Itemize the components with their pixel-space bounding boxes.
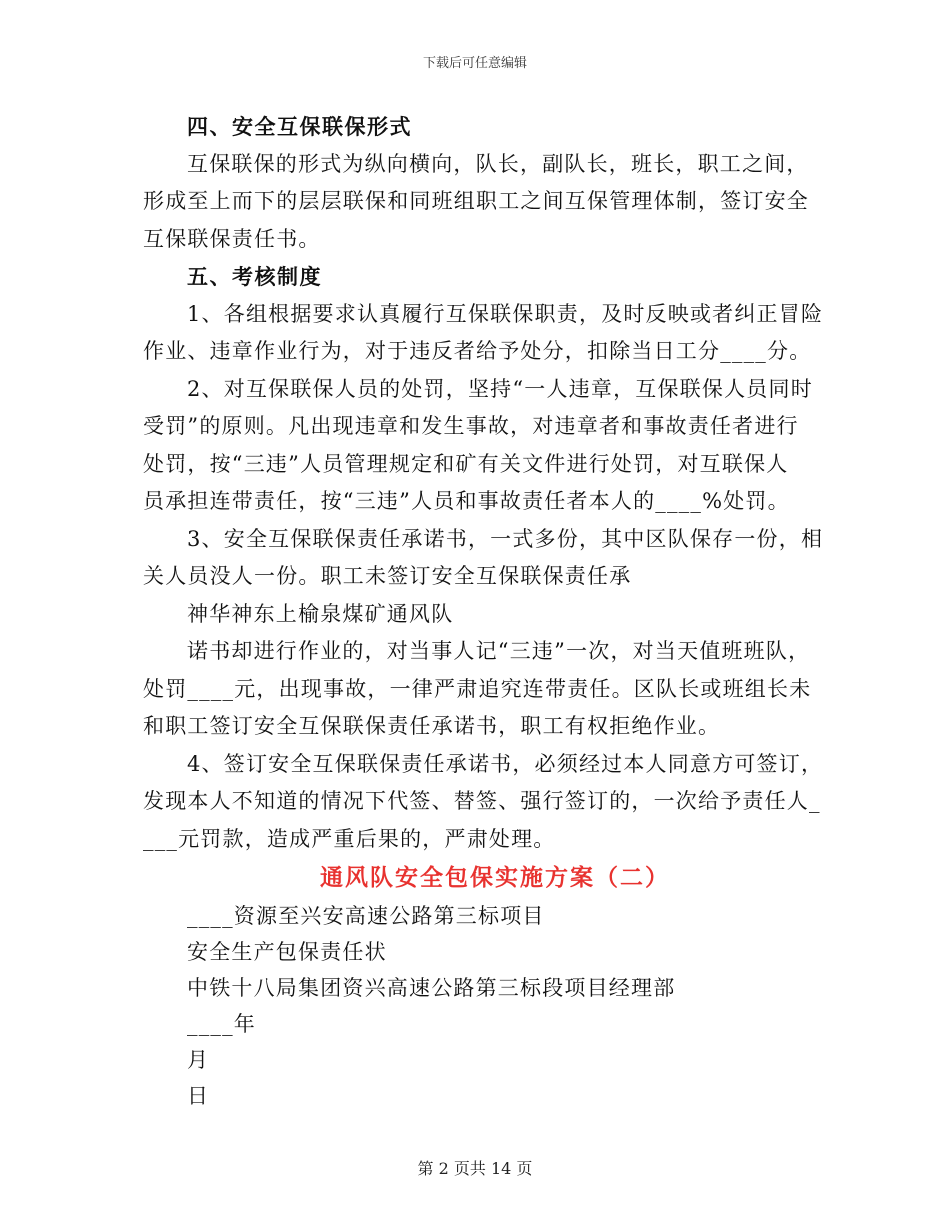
paragraph-line: 和职工签订安全互保联保责任承诺书，职工有权拒绝作业。 xyxy=(143,714,721,738)
paragraph-line: 互保联保的形式为纵向横向，队长，副队长，班长，职工之间， xyxy=(187,151,809,176)
paragraph-line: 处罚，按“三违”人员管理规定和矿有关文件进行处罚，对互联保人 xyxy=(143,451,789,476)
organization-line: 中铁十八局集团资兴高速公路第三标段项目经理部 xyxy=(187,976,676,1000)
page-footer: 第 2 页共 14 页 xyxy=(417,1159,533,1178)
paragraph-line: 处罚____元，出现事故，一律严肃追究连带责任。区队长或班组长未 xyxy=(143,676,812,701)
date-day: 日 xyxy=(187,1084,210,1108)
paragraph-line: 受罚”的原则。凡出现违章和发生事故，对违章者和事故责任者进行 xyxy=(143,414,799,438)
paragraph-line: 形成至上而下的层层联保和同班组职工之间互保管理体制，签订安全 xyxy=(143,189,809,213)
date-month: 月 xyxy=(187,1048,210,1072)
paragraph-line: 4、签订安全互保联保责任承诺书，必须经过本人同意方可签订， xyxy=(187,751,824,776)
document-title: 通风队安全包保实施方案（二） xyxy=(320,864,670,891)
section-4-heading: 四、安全互保联保形式 xyxy=(187,114,412,139)
paragraph-line: ___元罚款，造成严重后果的，严肃处理。 xyxy=(143,826,556,851)
subtitle-line: 安全生产包保责任状 xyxy=(187,940,387,964)
paragraph-line: 互保联保责任书。 xyxy=(143,226,321,251)
paragraph-line: 1、各组根据要求认真履行互保联保职责，及时反映或者纠正冒险 xyxy=(187,301,824,326)
section-5-heading: 五、考核制度 xyxy=(187,264,322,289)
paragraph-line: 员承担连带责任，按“三违”人员和事故责任者本人的____%处罚。 xyxy=(143,489,790,513)
document-body xyxy=(143,108,824,1114)
project-line: ____资源至兴安高速公路第三标项目 xyxy=(187,904,545,928)
organization-line: 神华神东上榆泉煤矿通风队 xyxy=(187,601,454,626)
paragraph-line: 2、对互保联保人员的处罚，坚持“一人违章，互保联保人员同时 xyxy=(187,376,813,401)
page-header: 下载后可任意编辑 xyxy=(422,56,527,71)
paragraph-line: 关人员没人一份。职工未签订安全互保联保责任承 xyxy=(143,564,632,588)
paragraph-line: 发现本人不知道的情况下代签、替签、强行签订的，一次给予责任人_ xyxy=(143,789,821,813)
paragraph-line: 诺书却进行作业的，对当事人记“三违”一次，对当天值班班队， xyxy=(187,639,811,663)
paragraph-line: 作业、违章作业行为，对于违反者给予处分，扣除当日工分____分。 xyxy=(143,339,812,363)
paragraph-line: 3、安全互保联保责任承诺书，一式多份，其中区队保存一份，相 xyxy=(187,526,824,551)
date-year: ____年 xyxy=(187,1012,256,1036)
